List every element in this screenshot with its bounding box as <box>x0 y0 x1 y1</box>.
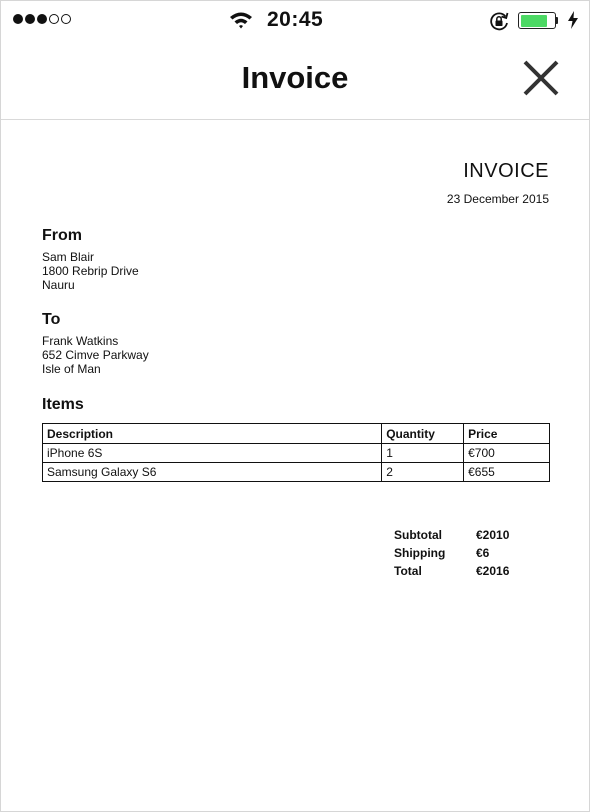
totals-summary <box>394 526 509 580</box>
table-header-row <box>43 424 550 444</box>
page-title: Invoice <box>241 60 349 95</box>
item-price: €655 <box>464 463 550 482</box>
items-heading: Items <box>42 396 84 413</box>
invoice-title: INVOICE <box>463 160 549 182</box>
items-table <box>42 423 550 482</box>
column-header-price: Price <box>464 424 550 444</box>
shipping-row <box>394 544 509 562</box>
item-price: €700 <box>464 444 550 463</box>
nav-bar <box>1 41 589 120</box>
from-address-line: Nauru <box>42 278 75 292</box>
total-label: Total <box>394 564 422 578</box>
charging-bolt-icon <box>567 11 579 29</box>
signal-dot-filled <box>37 14 47 24</box>
from-address-line: Sam Blair <box>42 250 95 264</box>
subtotal-label: Subtotal <box>394 528 442 542</box>
rotation-lock-icon <box>488 11 510 31</box>
total-value: €2016 <box>476 564 510 578</box>
from-address <box>42 250 139 292</box>
signal-dot-empty <box>61 14 71 24</box>
to-heading: To <box>42 311 61 328</box>
to-address-line: Isle of Man <box>42 362 101 376</box>
signal-dots-icon <box>13 14 71 24</box>
shipping-value: €6 <box>476 546 490 560</box>
invoice-date: 23 December 2015 <box>446 192 549 206</box>
battery-tip <box>556 17 558 24</box>
from-heading: From <box>42 227 82 244</box>
signal-dot-empty <box>49 14 59 24</box>
column-header-quantity: Quantity <box>382 424 464 444</box>
status-bar <box>1 1 589 41</box>
battery-icon <box>518 12 556 29</box>
battery-level <box>521 15 547 27</box>
subtotal-value: €2010 <box>476 528 510 542</box>
shipping-label: Shipping <box>394 546 446 560</box>
signal-dot-filled <box>25 14 35 24</box>
total-row <box>394 562 509 580</box>
item-quantity: 2 <box>382 463 464 482</box>
subtotal-row <box>394 526 509 544</box>
wifi-icon <box>229 11 253 29</box>
from-address-line: 1800 Rebrip Drive <box>42 264 139 278</box>
to-address-line: Frank Watkins <box>42 334 119 348</box>
to-address-line: 652 Cimve Parkway <box>42 348 149 362</box>
item-quantity: 1 <box>382 444 464 463</box>
status-time: 20:45 <box>267 8 324 31</box>
close-icon[interactable] <box>522 59 560 97</box>
table-row <box>43 444 550 463</box>
item-description: iPhone 6S <box>43 444 382 463</box>
signal-dot-filled <box>13 14 23 24</box>
table-row <box>43 463 550 482</box>
to-address <box>42 334 149 376</box>
column-header-description: Description <box>43 424 382 444</box>
item-description: Samsung Galaxy S6 <box>43 463 382 482</box>
